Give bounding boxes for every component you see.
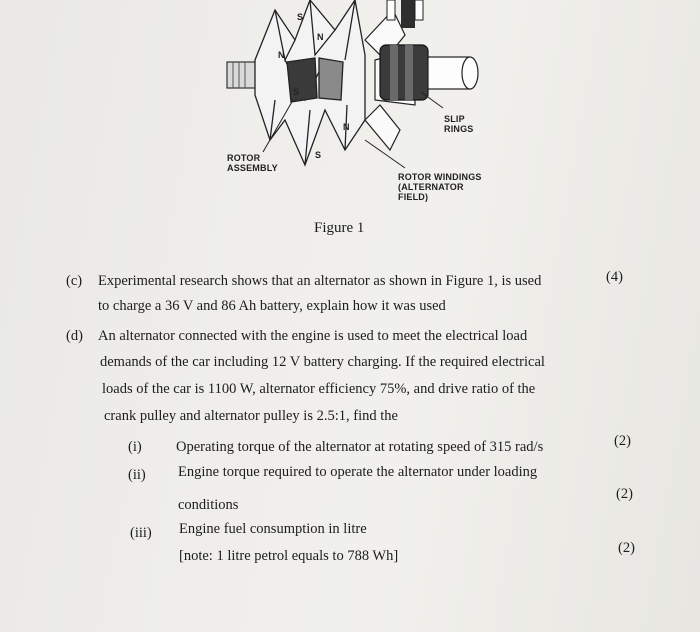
pole-letter: S [315, 150, 322, 160]
question-d-label: (d) [66, 328, 83, 344]
label-line: ASSEMBLY [227, 163, 278, 173]
figure-1-rotor-diagram [215, 0, 515, 215]
figure-caption: Figure 1 [314, 220, 365, 236]
part-ii-text: Engine torque required to operate the alternator under loading [178, 464, 538, 480]
label-line: ROTOR [227, 153, 261, 163]
left-shaft [227, 62, 257, 88]
question-c-marks: (4) [606, 269, 623, 285]
pole-letter: N [278, 50, 285, 60]
rotor-assembly-label [227, 153, 278, 173]
claw-pole-rotor [255, 0, 365, 165]
label-line: (ALTERNATOR [398, 182, 464, 192]
question-c-label: (c) [66, 273, 83, 289]
part-i-label: (i) [128, 439, 142, 455]
part-i-text: Operating torque of the alternator at rotating speed of 315 rad/s [176, 439, 544, 455]
label-line: FIELD) [398, 192, 429, 202]
pole-letter: N [317, 32, 324, 42]
part-ii-text: conditions [178, 497, 239, 513]
part-ii-label: (ii) [128, 467, 146, 483]
question-c-line: to charge a 36 V and 86 Ah battery, explain how it was used [98, 298, 446, 314]
part-iii-text: [note: 1 litre petrol equals to 788 Wh] [179, 548, 399, 564]
question-c-line: Experimental research shows that an alternator as shown in Figure 1, is used [98, 273, 542, 289]
part-ii-marks: (2) [616, 486, 633, 502]
pole-letter: S [293, 87, 300, 97]
part-iii-label: (iii) [130, 525, 152, 541]
label-line: ROTOR WINDINGS [398, 172, 482, 182]
question-d-line: loads of the car is 1100 W, alternator efficiency 75%, and drive ratio of the [102, 381, 536, 397]
label-line: RINGS [444, 124, 474, 134]
part-iii-text: Engine fuel consumption in litre [179, 521, 367, 537]
question-d-line: An alternator connected with the engine is used to meet the electrical load [98, 328, 528, 344]
pole-letter: N [343, 122, 350, 132]
question-d-line: demands of the car including 12 V battery charging. If the required electrical [100, 354, 545, 370]
part-iii-marks: (2) [618, 540, 635, 556]
rotor-windings-label [398, 172, 482, 202]
pole-letter: S [297, 12, 304, 22]
part-i-marks: (2) [614, 433, 631, 449]
label-line: SLIP [444, 114, 465, 124]
question-d-line: crank pulley and alternator pulley is 2.5:1, find the [104, 408, 398, 424]
slip-rings [380, 0, 428, 100]
slip-rings-label [444, 114, 474, 134]
